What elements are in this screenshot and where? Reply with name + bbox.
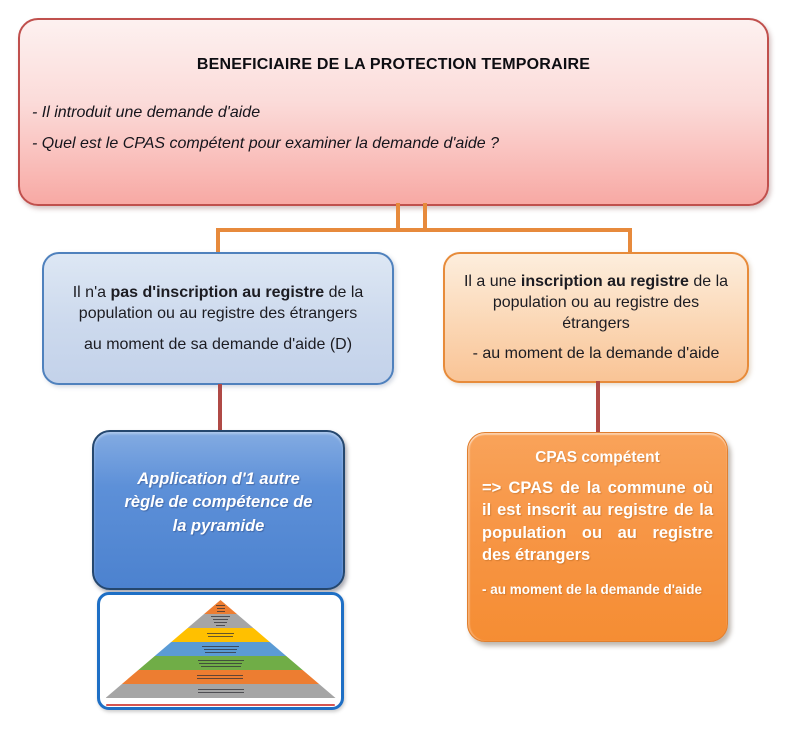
cpas-footnote: - au moment de la demande d'aide (482, 582, 703, 598)
blue-result-box (92, 430, 345, 590)
left-branch-text: Il n'a pas d'inscription au registre de la population ou au registre des étrangers (72, 284, 364, 323)
pyramid-layer-3 (171, 628, 270, 642)
connector-horizontal-bar (216, 228, 632, 232)
left-branch-box (42, 252, 394, 385)
connector-red-left (218, 384, 222, 432)
connector-drop-right (628, 228, 632, 255)
cpas-title: CPAS compétent (535, 449, 660, 466)
right-branch-text: Il a une inscription au registre de la population ou au registre des étrangers (463, 272, 729, 332)
right-branch-line2: - au moment de la demande d'aide (472, 345, 720, 363)
pyramid (106, 600, 336, 698)
top-box-question-2: - Quel est le CPAS compétent pour examiner la demande d'aide ? (32, 135, 500, 152)
pyramid-layer-6 (122, 670, 319, 684)
left-branch-line2: au moment de sa demande d'aide (D) (83, 335, 353, 353)
right-branch-box (443, 252, 749, 383)
pyramid-layer-4 (155, 642, 286, 656)
connector-drop-left (216, 228, 220, 255)
top-box-title: BENEFICIAIRE DE LA PROTECTION TEMPORAIRE (196, 56, 591, 73)
blue-result-text: Application d'1 autre règle de compétence de la pyramide (124, 470, 313, 535)
top-box-question-1: - Il introduit une demande d'aide (32, 104, 261, 121)
pyramid-underline (106, 704, 335, 706)
pyramid-layer-1 (204, 600, 237, 614)
pyramid-layer-2 (188, 614, 254, 628)
top-box (18, 18, 769, 206)
cpas-body: => CPAS de la commune où il est inscrit au registre de la population ou au registre des étrangers (482, 479, 713, 564)
pyramid-image (97, 592, 344, 710)
cpas-result-box (467, 432, 728, 642)
top-box-questions (32, 104, 767, 153)
pyramid-layer-5 (138, 656, 302, 670)
connector-red-right (596, 381, 600, 434)
pyramid-layer-7 (106, 684, 336, 698)
